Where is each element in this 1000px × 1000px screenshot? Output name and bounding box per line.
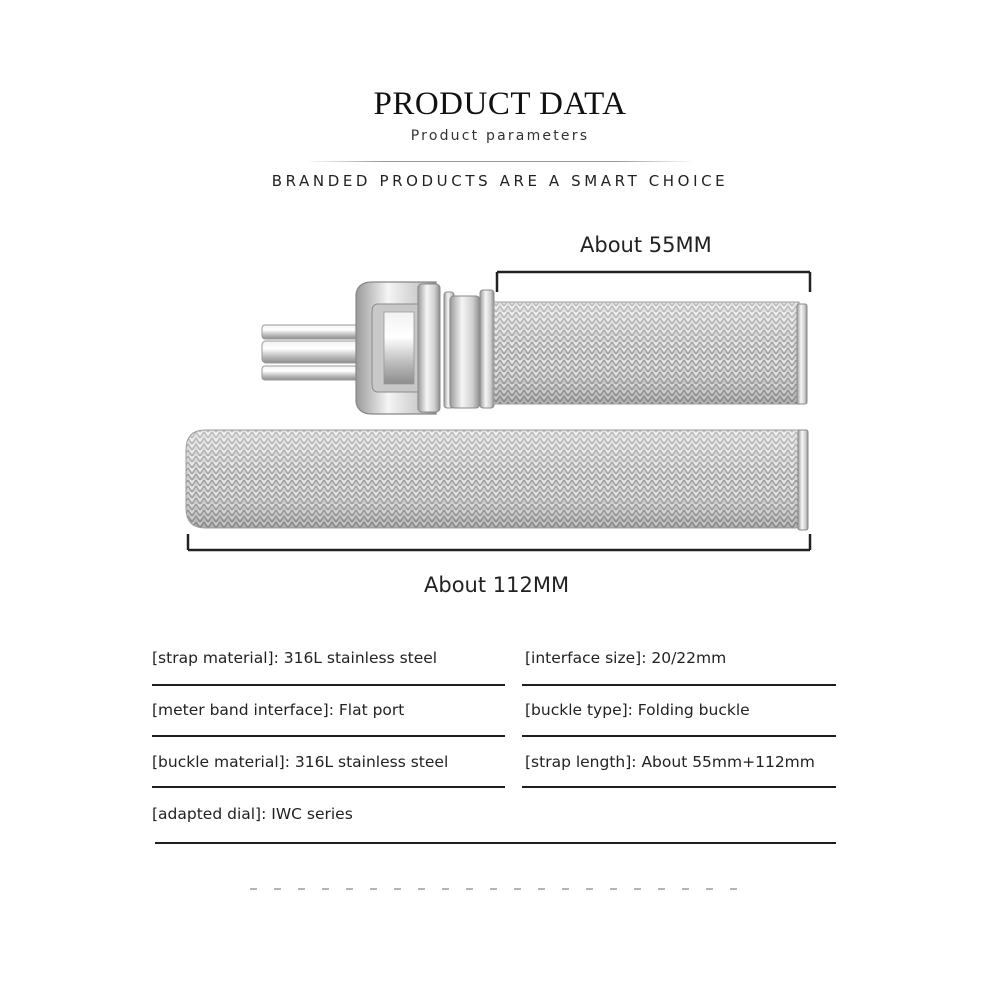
spec-interface-size: [interface size]: 20/22mm <box>525 649 727 667</box>
page-subtitle: Product parameters <box>410 128 590 144</box>
spec-meter-band-interface: [meter band interface]: Flat port <box>152 701 405 719</box>
spec-strap-material: [strap material]: 316L stainless steel <box>152 649 438 667</box>
long-mesh-strap <box>186 430 808 530</box>
spec-divider <box>152 786 505 788</box>
spec-buckle-material: [buckle material]: 316L stainless steel <box>152 753 449 771</box>
spec-divider <box>152 684 505 686</box>
spec-divider <box>522 684 836 686</box>
spec-adapted-dial: [adapted dial]: IWC series <box>152 805 353 823</box>
short-strap-length-label: About 55MM <box>580 233 712 257</box>
spec-strap-length: [strap length]: About 55mm+112mm <box>525 753 815 771</box>
page-title: PRODUCT DATA <box>373 86 627 122</box>
long-strap-length-label: About 112MM <box>424 573 570 597</box>
spec-divider <box>522 735 836 737</box>
short-strap-dimension-bracket <box>497 272 810 292</box>
long-strap-dimension-bracket <box>188 534 810 550</box>
folding-buckle <box>356 282 494 414</box>
spec-divider <box>522 786 836 788</box>
short-mesh-strap <box>494 302 807 404</box>
spec-divider <box>152 735 505 737</box>
brand-slogan: BRANDED PRODUCTS ARE A SMART CHOICE <box>271 172 729 190</box>
dotted-divider <box>250 888 750 890</box>
spec-buckle-type: [buckle type]: Folding buckle <box>525 701 750 719</box>
spec-divider <box>155 842 836 844</box>
